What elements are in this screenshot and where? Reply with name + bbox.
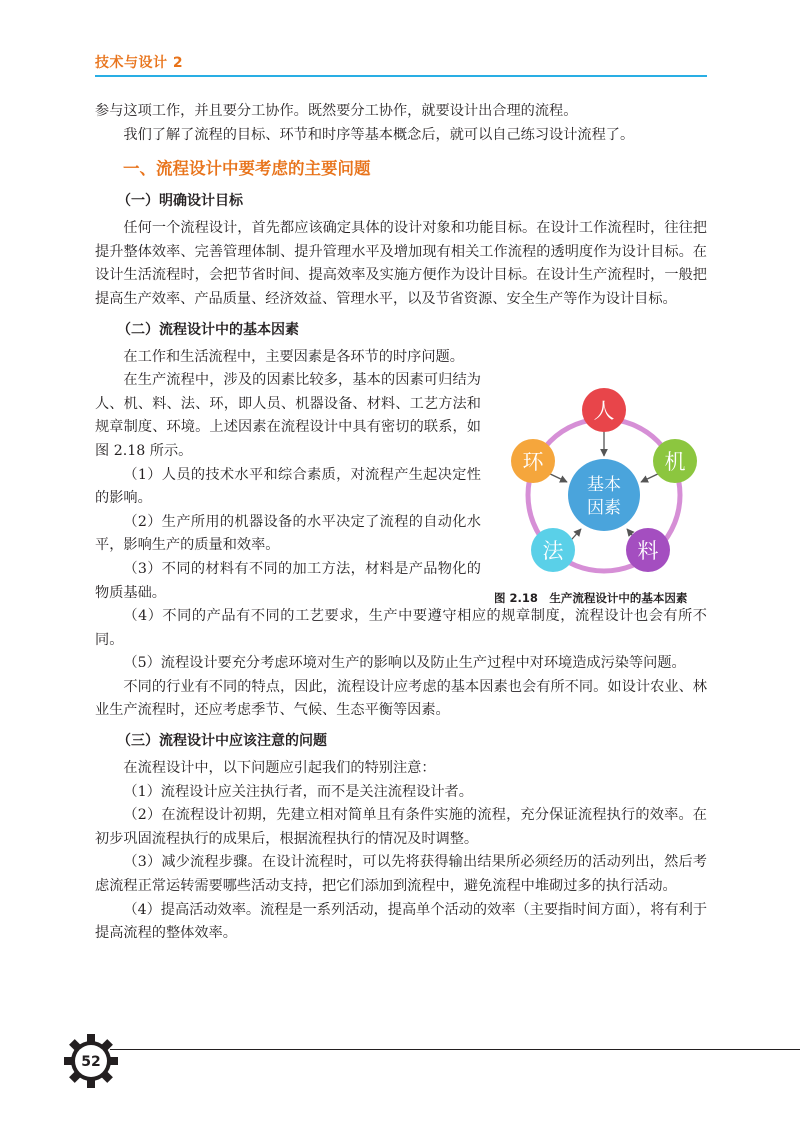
- subsection-2-paragraph-2: 在生产流程中，涉及的因素比较多，基本的因素可归结为人、机、料、法、环，即人员、机器设备、材料、工艺方法和规章制度、环境。上述因素在流程设计中具有密切的联系，如图 2.18 所示。: [95, 372, 481, 459]
- node-huan-label: 环: [522, 450, 544, 474]
- subsection-2-paragraph-1: 在工作和生活流程中，主要因素是各环节的时序问题。: [123, 348, 464, 365]
- intro-paragraph-1: 参与这项工作，并且要分工协作。既然要分工协作，就要设计出合理的流程。: [95, 103, 578, 119]
- factor-item-2: （2）生产所用的机器设备的水平决定了流程的自动化水平，影响生产的质量和效率。: [95, 513, 481, 554]
- running-header: 技术与设计 2: [95, 55, 184, 71]
- subsection-3-paragraph-1: 在流程设计中，以下问题应引起我们的特别注意：: [123, 760, 436, 777]
- attention-item-4: （4）提高活动效率。流程是一系列活动，提高单个活动的效率（主要指时间方面），将有利于提高流程的整体效率。: [95, 901, 708, 942]
- node-liao: [626, 528, 670, 572]
- intro-paragraph-2: 我们了解了流程的目标、环节和时序等基本概念后，就可以自己练习设计流程了。: [123, 126, 635, 143]
- attention-item-2: （2）在流程设计初期，先建立相对简单且有条件实施的流程，充分保证流程执行的效率。在初步巩固流程执行的成果后，根据流程执行的情况及时调整。: [95, 807, 707, 847]
- center-circle: [568, 459, 640, 531]
- factor-item-1: （1）人员的技术水平和综合素质，对流程产生起决定性的影响。: [95, 466, 481, 507]
- node-ren: [582, 388, 626, 432]
- footer-divider: [110, 1049, 800, 1050]
- section-heading: 一、流程设计中要考虑的主要问题: [123, 159, 371, 179]
- factor-item-3: （3）不同的材料有不同的加工方法，材料是产品物化的物质基础。: [95, 560, 481, 601]
- center-label-line-2: 因素: [587, 498, 621, 518]
- subsection-heading-3: （三）流程设计中应该注意的问题: [117, 733, 327, 750]
- center-label-line-1: 基本: [587, 475, 621, 495]
- gear-icon: [63, 1033, 119, 1089]
- figure-caption: 图 2.18 生产流程设计中的基本因素: [494, 591, 688, 605]
- attention-item-3: （3）减少流程步骤。在设计流程时，可以先将获得输出结果所必须经历的活动列出，然后考虑流程正常运转需要哪些活动支持，把它们添加到流程中，避免流程中堆砌过多的执行活动。: [95, 854, 707, 895]
- subsection-heading-1: （一）明确设计目标: [117, 193, 243, 210]
- page-number: 52: [81, 1054, 101, 1070]
- attention-item-1: （1）流程设计应关注执行者，而不是关注流程设计者。: [123, 783, 473, 800]
- subsection-heading-2: （二）流程设计中的基本因素: [117, 321, 299, 338]
- node-ji: [653, 439, 697, 483]
- factor-item-4: （4）不同的产品有不同的工艺要求，生产中要遵守相应的规章制度，流程设计也会有所不同。: [95, 608, 707, 648]
- node-liao-label: 料: [637, 539, 659, 563]
- factor-item-5: （5）流程设计要充分考虑环境对生产的影响以及防止生产过程中对环境造成污染等问题。: [123, 655, 686, 672]
- node-huan: [511, 439, 555, 483]
- header-divider: [95, 75, 707, 77]
- node-ren-label: 人: [593, 399, 615, 423]
- subsection-2-closing: 不同的行业有不同的特点，因此，流程设计应考虑的基本因素也会有所不同。如设计农业、林业生产流程时，还应考虑季节、气候、生态平衡等因素。: [95, 678, 707, 719]
- node-fa: [531, 528, 575, 572]
- basic-factors-diagram: [498, 383, 710, 613]
- node-fa-label: 法: [542, 539, 564, 563]
- subsection-1-body: 任何一个流程设计，首先都应该确定具体的设计对象和功能目标。在设计工作流程时，往往把提升整体效率、完善管理体制、提升管理水平及增加现有相关工作流程的透明度作为设计目标。在设计生活流程时，会把节省时间、提高效率及实施方便作为设计目标。在设计生产流程时，一般把提高生产效率、产品质量、经济效益、管理水平，以及节省资源、安全生产等作为设计目标。: [95, 220, 707, 307]
- node-ji-label: 机: [664, 450, 686, 474]
